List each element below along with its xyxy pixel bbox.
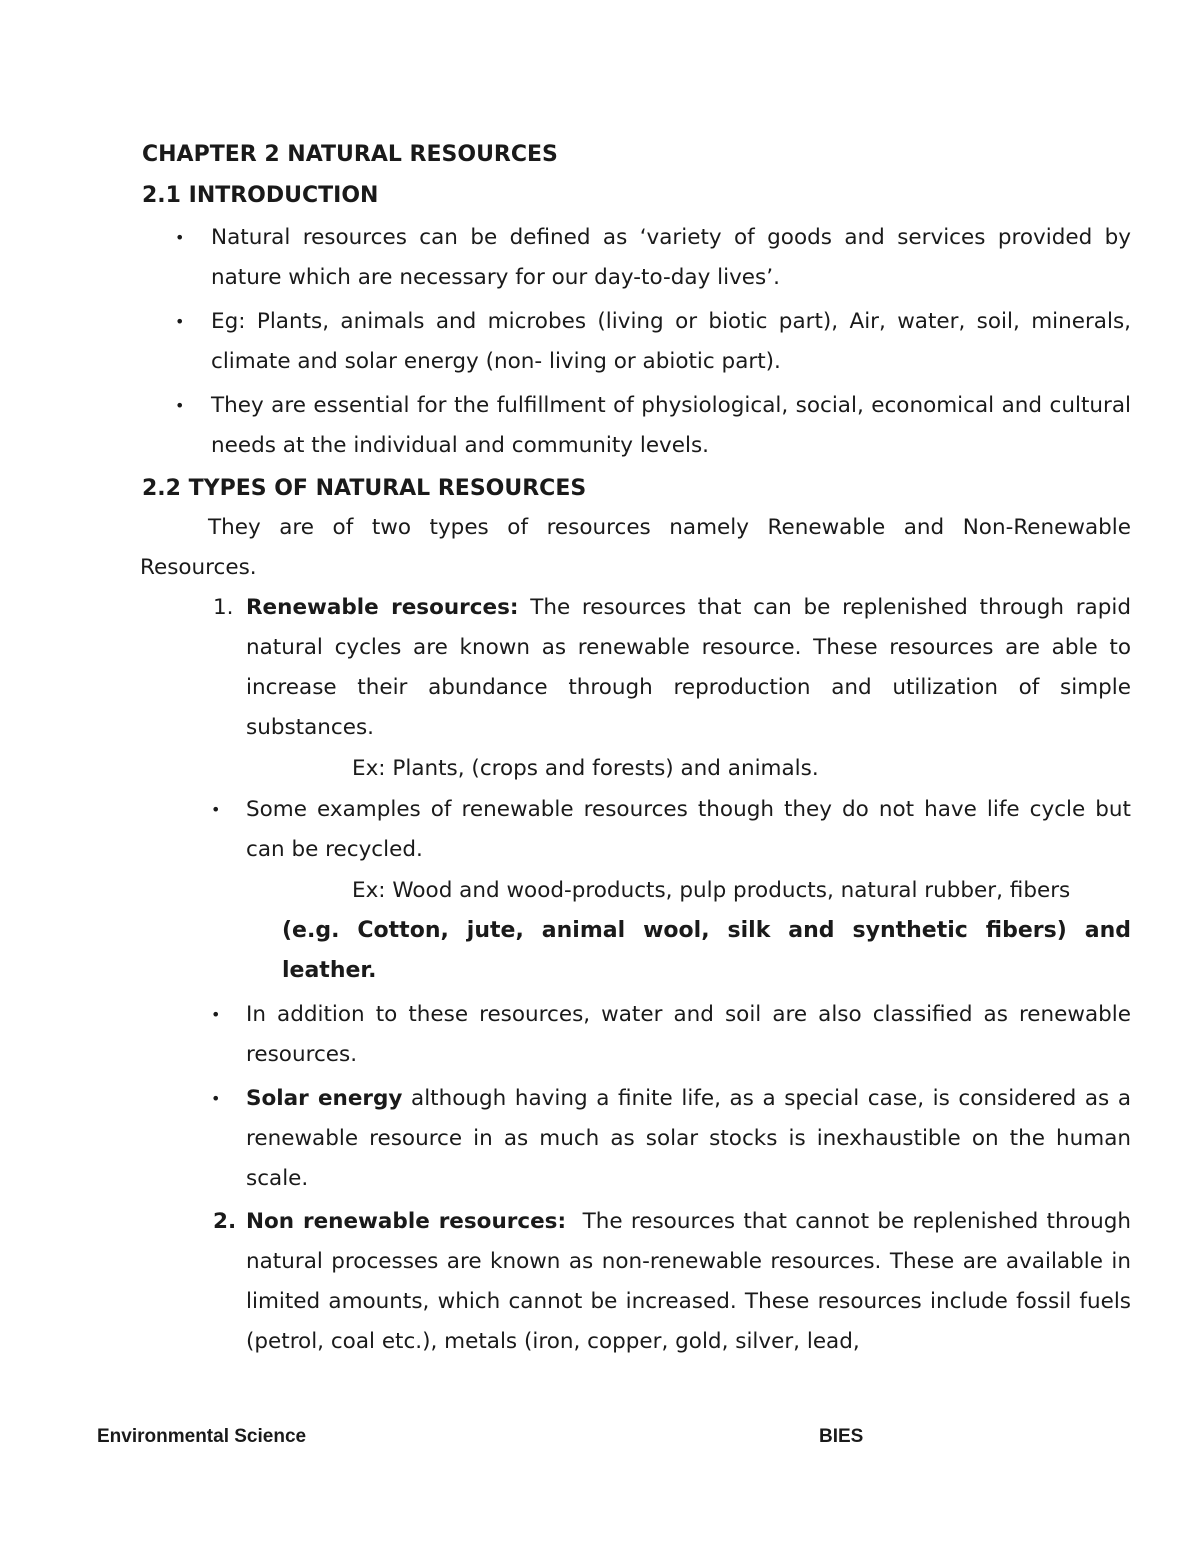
bullet-marker: • [211, 800, 221, 819]
bullet-marker: • [175, 312, 185, 331]
bullet-marker: • [175, 396, 185, 415]
renewable-label: Renewable resources: [246, 595, 519, 620]
recycled-paragraph: Some examples of renewable resources though they do not have life cycle but can be recycled. [246, 797, 1131, 862]
intro-bullet-needs: They are essential for the fulfillment of physiological, social, economical and cultural needs at the individual and community levels. [211, 393, 1131, 458]
renewable-text: The resources that can be replenished through rapid natural cycles are known as renewable resource. These resources are able to increase their abundance through reproduction and utilization of simple substances. [246, 595, 1131, 740]
solar-text: although having a finite life, as a special case, is considered as a renewable resource in as much as solar stocks is inexhaustible on the human scale. [246, 1086, 1131, 1191]
footer-subject: Environmental Science [97, 1426, 307, 1447]
list-number: 1. [213, 595, 234, 620]
non-renewable-label: Non renewable resources: [246, 1209, 567, 1234]
bullet-marker: • [175, 228, 185, 247]
renewable-example: Ex: Plants, (crops and forests) and animals. [352, 756, 819, 781]
water-soil-paragraph: In addition to these resources, water and soil are also classified as renewable resources. [246, 1002, 1131, 1067]
intro-bullet-examples: Eg: Plants, animals and microbes (living or biotic part), Air, water, soil, minerals, climate and solar energy (non- living or abiotic part). [211, 309, 1131, 374]
non-renewable-text: The resources that cannot be replenished through natural processes are known as non-renewable resources. These are available in limited amounts, which cannot be increased. These resources include fossil fuels (petrol, coal etc.), metals (iron, copper, gold, silver, lead, [246, 1209, 1138, 1354]
section-heading-introduction: 2.1 INTRODUCTION [142, 183, 379, 208]
chapter-title: CHAPTER 2 NATURAL RESOURCES [142, 142, 558, 167]
types-intro-paragraph: They are of two types of resources namely Renewable and Non-Renewable Resources. [140, 515, 1131, 580]
section-heading-types: 2.2 TYPES OF NATURAL RESOURCES [142, 476, 587, 501]
footer-institution: BIES [819, 1426, 864, 1447]
recycled-example: Ex: Wood and wood-products, pulp products, natural rubber, fibers [352, 878, 1071, 903]
non-renewable-paragraph [246, 1202, 1138, 1362]
bullet-marker: • [211, 1089, 221, 1108]
recycled-example-bold: (e.g. Cotton, jute, animal wool, silk and synthetic fibers) and leather. [282, 918, 1131, 983]
renewable-paragraph [246, 588, 1131, 748]
intro-bullet-definition: Natural resources can be defined as ‘variety of goods and services provided by nature which are necessary for our day-to-day lives’. [211, 225, 1131, 290]
solar-paragraph [246, 1079, 1131, 1199]
solar-label: Solar energy [246, 1086, 403, 1111]
list-number: 2. [213, 1209, 237, 1234]
bullet-marker: • [211, 1005, 221, 1024]
